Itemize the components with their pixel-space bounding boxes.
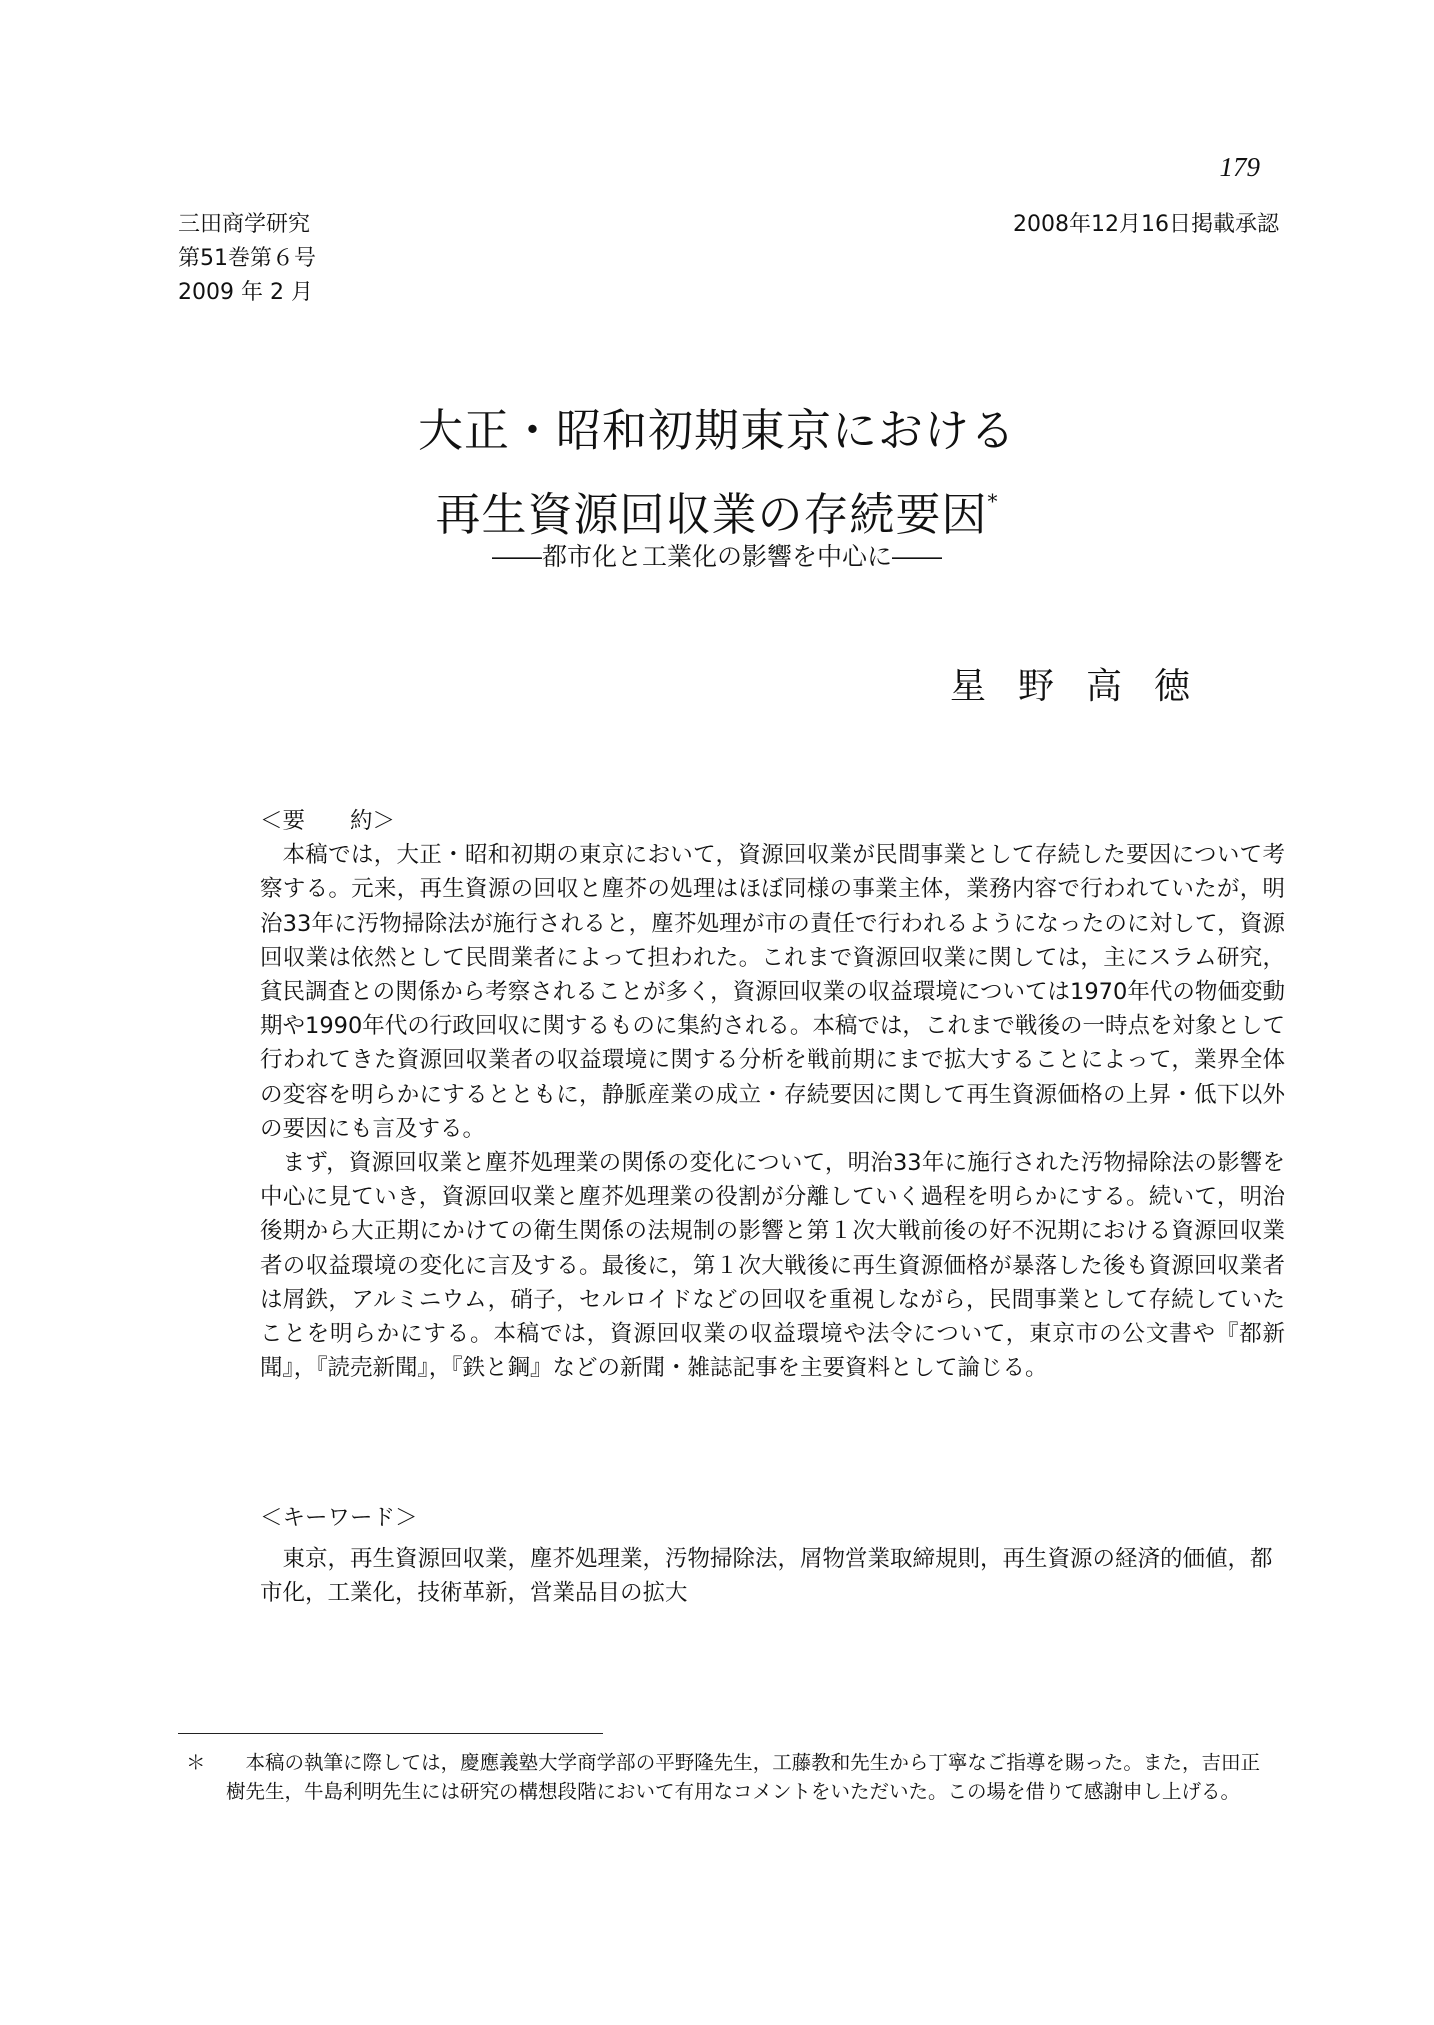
abstract-paragraph: 本稿では，大正・昭和初期の東京において，資源回収業が民間事業として存続した要因について考察する。元来，再生資源の回収と塵芥の処理はほぼ同様の事業主体，業務内容で行われていたが，明治33年に汚物掃除法が施行されると，塵芥処理が市の責任で行われるようになったのに対して，資源回収業は依然として民間業者によって担われた。これまで資源回収業に関しては，主にスラム研究，貧民調査との関係から考察されることが多く，資源回収業の収益環境については1970年代の物価変動期や1990年代の行政回収に関するものに集約される。本稿では，これまで戦後の一時点を対象として行われてきた資源回収業者の収益環境に関する分析を戦前期にまで拡大することによって，業界全体の変容を明らかにするとともに，静脈産業の成立・存続要因に関して再生資源価格の上昇・低下以外の要因にも言及する。 bbox=[260, 842, 1285, 1142]
publication-date: 2009 年 2 月 bbox=[178, 280, 313, 305]
title-line-2-text: 再生資源回収業の存続要因 bbox=[435, 488, 988, 541]
acceptance-date: 2008年12月16日掲載承認 bbox=[1013, 212, 1279, 237]
footnote-text: 本稿の執筆に際しては，慶應義塾大学商学部の平野隆先生，工藤教和先生から丁寧なご指導を賜った。また，吉田正樹先生，牛島利明先生には研究の構想段階において有用なコメントをいただいた。この場を借りて感謝申し上げる。 bbox=[226, 1751, 1260, 1803]
keywords-heading: ＜キーワード＞ bbox=[260, 1505, 418, 1531]
keywords-list: 東京，再生資源回収業，塵芥処理業，汚物掃除法，屑物営業取締規則，再生資源の経済的価値，都市化，工業化，技術革新，営業品目の拡大 bbox=[260, 1546, 1273, 1607]
abstract-heading: ＜要 約＞ bbox=[260, 808, 396, 834]
author-name: 星野高徳 bbox=[950, 666, 1223, 707]
footnote-mark: ＊ bbox=[186, 1751, 206, 1774]
volume-issue: 第51巻第６号 bbox=[178, 246, 316, 271]
title-footnote-mark: * bbox=[987, 489, 999, 513]
title-line-1: 大正・昭和初期東京における bbox=[417, 404, 1016, 457]
abstract-section bbox=[260, 804, 1285, 1385]
paper-subtitle: ――都市化と工業化の影響を中心に―― bbox=[491, 542, 942, 571]
footnote-divider bbox=[178, 1733, 603, 1734]
page-number: 179 bbox=[1219, 152, 1260, 182]
journal-info bbox=[178, 208, 316, 310]
footnote bbox=[178, 1748, 1260, 1806]
abstract-paragraph: まず，資源回収業と塵芥処理業の関係の変化について，明治33年に施行された汚物掃除法の影響を中心に見ていき，資源回収業と塵芥処理業の役割が分離していく過程を明らかにする。続いて，明治後期から大正期にかけての衛生関係の法規制の影響と第１次大戦前後の好不況期における資源回収業者の収益環境の変化に言及する。最後に，第１次大戦後に再生資源価格が暴落した後も資源回収業者は屑鉄，アルミニウム，硝子，セルロイドなどの回収を重視しながら，民間事業として存続していたことを明らかにする。本稿では，資源回収業の収益環境や法令について，東京市の公文書や『都新聞』，『読売新聞』，『鉄と鋼』などの新聞・雑誌記事を主要資料として論じる。 bbox=[260, 1150, 1285, 1382]
journal-name: 三田商学研究 bbox=[178, 212, 311, 237]
keywords-section bbox=[260, 1501, 1285, 1611]
paper-title bbox=[0, 392, 1434, 553]
